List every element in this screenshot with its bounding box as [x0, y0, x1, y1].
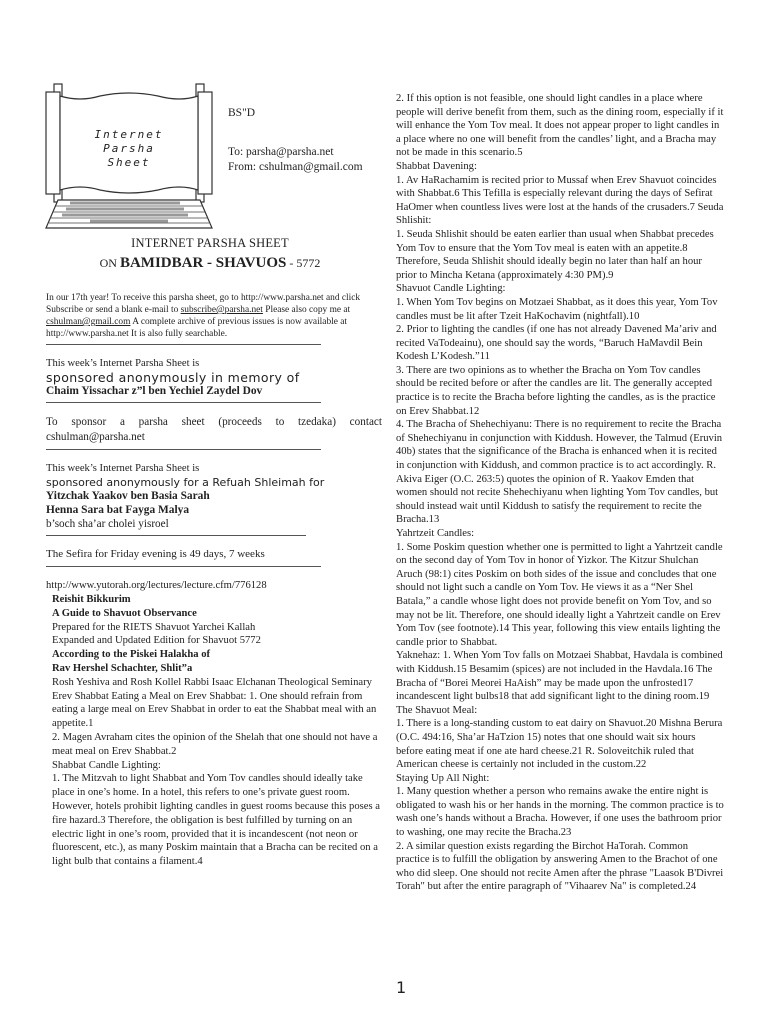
- according-line: According to the Piskei Halakha of: [52, 649, 211, 661]
- section-heading: Shavuot Candle Lighting:: [396, 283, 506, 295]
- parsha-title: [40, 255, 380, 272]
- from-address: From: cshulman@gmail.com: [228, 161, 363, 173]
- body-paragraph: 2. Magen Avraham cites the opinion of the Shelah that one should not have a meat meal on Erev Shabbat.2: [52, 731, 378, 757]
- sponsor2-name-1: Yitzchak Yaakov ben Basia Sarah: [46, 489, 210, 502]
- divider: [46, 402, 321, 403]
- hebrew-year: - 5772: [286, 256, 321, 270]
- sefira-count: The Sefira for Friday evening is 49 days, 7 weeks: [46, 548, 265, 561]
- intro-text-2: Please also copy me at: [262, 305, 351, 315]
- body-paragraph: 1. Av HaRachamim is recited prior to Mussaf when Erev Shavuot coincides with Shabbat.6 This Tefilla is especially relevant during the days of Sefirat HaOmer when countless lives were lost at the hands of the crusaders.7 Seuda Shlishit:: [396, 174, 724, 227]
- page-number: 1: [396, 978, 407, 997]
- sponsor1-intro: This week’s Internet Parsha Sheet is: [46, 358, 200, 369]
- sponsor2-dedication: sponsored anonymously for a Refuah Shleimah for: [46, 476, 325, 490]
- reishit-heading: Reishit Bikkurim: [52, 593, 131, 605]
- body-paragraph: 2. If this option is not feasible, one should light candles in a place where people will derive benefit from them, such as the dining room, especially if it will enhance the Yom Tov meal. It does not appear proper to light candles in a place where no one will benefit from the candles’ light, and a Bracha may not be made in this scenario.5: [396, 93, 724, 159]
- rosh-line: Rosh Yeshiva and Rosh Kollel Rabbi Isaac Elchanan Theological Seminary: [52, 676, 372, 688]
- body-paragraph: 4. The Bracha of Shehechiyanu: There is no requirement to recite the Bracha of Shehechiyanu in conjunction with Kiddush. However, the Talmud (Eruvin 40b) states that the significance of the Bracha is enhanced when it is recited in conjunction with Kiddush, and common practice is to act accordingly. R. Akiva Eiger (O.C. 263:5) quotes the opinion of R. Yaakov Emden that women should not recite Shehechiyanu when lighting Yom Tov candles, but should instead wait until Kiddush to satisfy the requirement to recite the Bracha.13: [396, 419, 723, 526]
- prepared-line: Prepared for the RIETS Shavuot Yarchei Kallah: [52, 621, 256, 633]
- header-addresses: [228, 106, 363, 175]
- left-column: [46, 292, 382, 869]
- body-paragraph: Erev Shabbat Eating a Meal on Erev Shabbat: 1. One should refrain from eating a large meal on Erev Shabbat in order to eat the Shabbat meal with an appetite.1: [52, 690, 377, 730]
- section-heading: The Shavuot Meal:: [396, 704, 478, 716]
- subscribe-link[interactable]: subscribe@parsha.net: [180, 305, 263, 315]
- sponsor1-dedication: sponsored anonymously in memory of: [46, 369, 300, 385]
- divider: [46, 449, 321, 450]
- bsd-mark: BS"D: [228, 107, 256, 119]
- parsha-name: BAMIDBAR - SHAVUOS: [119, 255, 287, 271]
- body-paragraph: 1. The Mitzvah to light Shabbat and Yom Tov candles should ideally take place in one’s home. In a hotel, this refers to one’s private guest room. However, hotels prohibit lighting candles in guest rooms because this poses a fire hazard.3 Therefore, the obligation is best fulfilled by turning on an electric light in one’s room, provided that it is incandescent (not neon or fluorescent, etc.), as many Poskim maintain that a Bracha can be recited on a light bulb that contains a filament.4: [52, 773, 380, 868]
- lecture-url[interactable]: http://www.yutorah.org/lectures/lecture.cfm/776128: [46, 580, 267, 592]
- newsletter-title: INTERNET PARSHA SHEET: [131, 236, 289, 250]
- sponsor2-name-2: Henna Sara bat Fayga Malya: [46, 503, 190, 516]
- body-paragraph: 1. When Yom Tov begins on Motzaei Shabbat, as it does this year, Yom Tov candles must be lit after Tzeit HaKochavim (nightfall).10: [396, 296, 718, 322]
- right-column: [390, 92, 724, 894]
- sponsor1-name: Chaim Yissachar z”l ben Yechiel Zaydel Dov: [46, 384, 263, 397]
- to-address: To: parsha@parsha.net: [228, 146, 334, 158]
- divider: [46, 535, 306, 536]
- sponsor2-line: b’soch sha’ar cholei yisroel: [46, 517, 169, 530]
- body-paragraph: Yaknehaz: 1. When Yom Tov falls on Motzaei Shabbat, Havdala is combined with Kiddush.15 Besamim (spices) are not included in the Havdala.16 The Bracha of “Borei Meorei HaAish” may be made upon the unfrosted17 incandescent light bulbs18 that add significant light to the dining room.19: [396, 650, 723, 703]
- sponsor2-intro: This week’s Internet Parsha Sheet is: [46, 463, 200, 475]
- title-block: [40, 236, 380, 272]
- body-paragraph: 1. Seuda Shlishit should be eaten earlier than usual when Shabbat precedes Yom Tov to ensure that the Yom Tov meal is eaten with an appetite.8 Therefore, Seuda Shlishit should ideally begin no later than half an hour prior to Mincha Ketana (approximately 4:30 PM).9: [396, 228, 714, 281]
- body-paragraph: 2. Prior to lighting the candles (if one has not already Davened Ma’ariv and recited VaTodeainu), one should say the words, “Baruch HaMavdil Bein Kodesh L’Kodesh.”11: [396, 324, 717, 363]
- expanded-line: Expanded and Updated Edition for Shavuot 5772: [52, 635, 261, 647]
- parsha-sheet-logo: [40, 82, 218, 230]
- logo-line-1: Internet: [94, 128, 164, 141]
- email-link[interactable]: cshulman@gmail.com: [46, 317, 131, 327]
- logo-line-2: Parsha: [103, 142, 155, 155]
- section-heading: Shabbat Candle Lighting:: [52, 759, 161, 771]
- divider: [46, 566, 321, 567]
- sponsor-contact: To sponsor a parsha sheet (proceeds to tzedaka) contact cshulman@parsha.net: [46, 416, 382, 444]
- intro-paragraph: [46, 292, 382, 340]
- body-paragraph: 1. Some Poskim question whether one is permitted to light a Yahrtzeit candle on the second day of Yom Tov in honor of Yizkor. The Kitzur Shulchan Aruch (98:1) cites Poskim on both sides of the issue and concludes that one should not light such a candle on Yom Tov. He views it as a “Ner Shel Batala,” a candle whose light does not provide benefit on Yom Tov, and so may not be lit. Therefore, one should ideally light a Yahrtzeit candle on Erev Yom Tov (see footnote).14 This year, following this view entails lighting the candle prior to Shabbat.: [396, 541, 723, 648]
- body-paragraph: 3. There are two opinions as to whether the Bracha on Yom Tov candles should be recited before or after the candles are lit. The generally accepted practice is to recite the Bracha before lighting the candles, as is the practice on Erev Shabbat.12: [396, 364, 716, 417]
- divider: [46, 344, 321, 345]
- intro-text-3: A complete archive of previous issues is now available at http://www.parsha.net It is also fully searchable.: [46, 317, 348, 339]
- section-heading: Shabbat Davening:: [396, 160, 477, 172]
- section-heading: Staying Up All Night:: [396, 772, 490, 784]
- on-label: ON: [99, 256, 120, 270]
- intro-text-1: In our 17th year! To receive this parsha sheet, go to http://www.parsha.net and click Subscribe or send a blank e-mail to: [46, 293, 361, 315]
- body-paragraph: 1. There is a long-standing custom to eat dairy on Shavuot.20 Mishna Berura (O.C. 494:16, Sha’ar HaTzion 15) notes that one should wait six hours before eating meat if one ate hard cheese.21 R. Soloveitchik ruled that American cheese is certainly not included in the custom.22: [396, 718, 723, 771]
- body-paragraph: 2. A similar question exists regarding the Birchot HaTorah. Common practice is to fulfill the obligation by answering Amen to the Brachot of one who did sleep. One should not recite Amen after the phrase "Laasok B'Divrei Torah" but after the entire paragraph of "Vihaarev Na" is completed.24: [396, 840, 724, 893]
- guide-heading: A Guide to Shavuot Observance: [52, 607, 197, 619]
- logo-line-3: Sheet: [107, 156, 151, 169]
- body-paragraph: 1. Many question whether a person who remains awake the entire night is obligated to wash his or her hands in the morning. The common practice is to wash one’s hands without a Bracha. However, if one uses the bathroom prior to washing, one may recite the Bracha.23: [396, 786, 724, 839]
- rav-line: Rav Hershel Schachter, Shlit”a: [52, 662, 193, 674]
- section-heading: Yahrtzeit Candles:: [396, 528, 475, 539]
